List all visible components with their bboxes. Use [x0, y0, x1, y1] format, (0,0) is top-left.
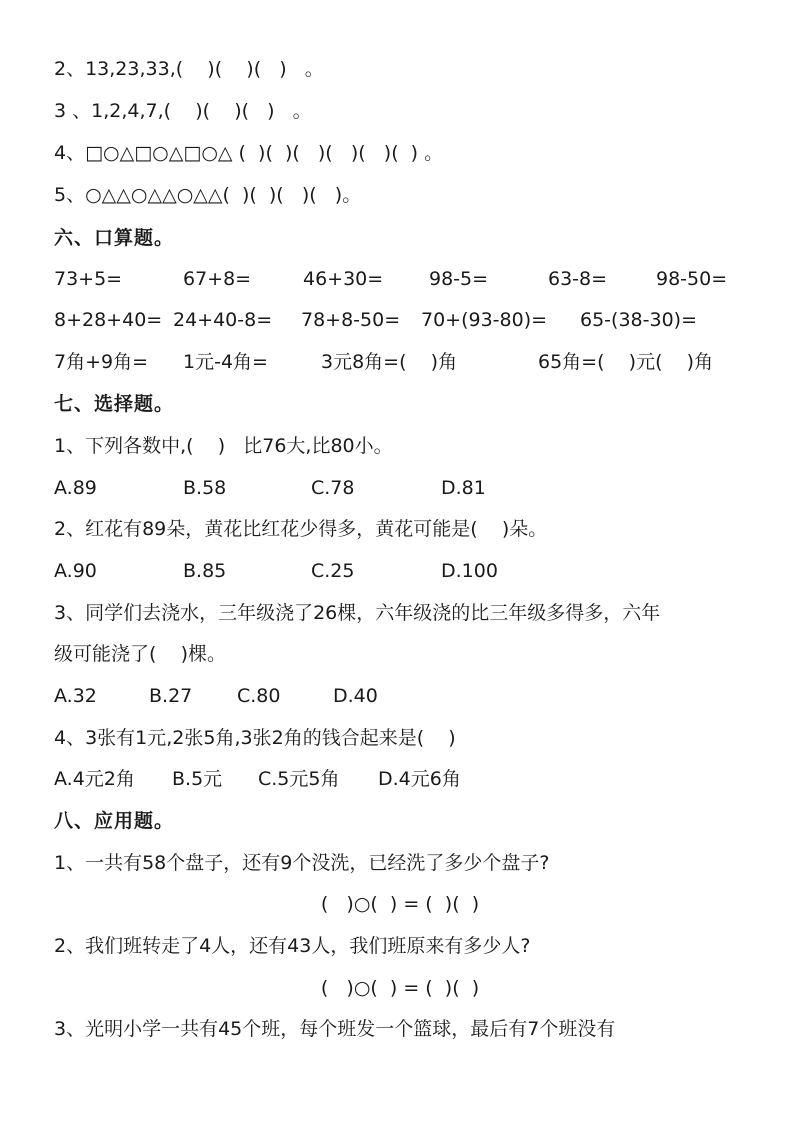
option-b: B.27: [149, 685, 193, 707]
pattern-question-5: 5、○△△○△△○△△( )( )( )( )。: [54, 184, 362, 206]
choice-question-3-line-1: 3、同学们去浇水，三年级浇了26棵，六年级浇的比三年级多得多，六年: [54, 602, 661, 624]
math-item: 24+40-8=: [173, 309, 273, 331]
word-problem-1: 1、一共有58个盘子，还有9个没洗，已经洗了多少个盘子?: [54, 852, 550, 874]
option-a: A.89: [54, 477, 97, 499]
math-item: 65-(38-30)=: [580, 309, 697, 331]
option-b: B.58: [183, 477, 227, 499]
math-item: 8+28+40=: [54, 309, 163, 331]
option-d: D.4元6角: [378, 768, 461, 790]
option-c: C.25: [311, 560, 355, 582]
math-item: 65角=( )元( )角: [538, 351, 714, 373]
sequence-question-3: 3 、1,2,4,7,( )( )( ) 。: [54, 100, 312, 122]
word-problem-3: 3、光明小学一共有45个班，每个班发一个篮球，最后有7个班没有: [54, 1018, 616, 1040]
sequence-question-2: 2、13,23,33,( )( )( ) 。: [54, 58, 324, 80]
math-item: 73+5=: [54, 268, 123, 290]
choice-question-2: 2、红花有89朵，黄花比红花少得多，黄花可能是( )朵。: [54, 518, 548, 540]
option-b: B.5元: [172, 768, 223, 790]
math-item: 67+8=: [183, 268, 252, 290]
section-6-title: 六、口算题。: [54, 227, 175, 249]
option-d: D.100: [441, 560, 498, 582]
choice-question-3-line-2: 级可能浇了( )棵。: [54, 643, 226, 665]
option-c: C.78: [311, 477, 355, 499]
math-item: 78+8-50=: [301, 309, 401, 331]
option-c: C.80: [237, 685, 281, 707]
choice-question-1: 1、下列各数中,( ) 比76大,比80小。: [54, 435, 393, 457]
math-item: 98-50=: [656, 268, 728, 290]
word-problem-2: 2、我们班转走了4人，还有43人，我们班原来有多少人?: [54, 935, 531, 957]
option-b: B.85: [183, 560, 227, 582]
math-item: 7角+9角=: [54, 351, 149, 373]
section-8-title: 八、应用题。: [54, 810, 175, 832]
math-item: 46+30=: [303, 268, 384, 290]
math-item: 1元-4角=: [183, 351, 268, 373]
choice-question-4: 4、3张有1元,2张5角,3张2角的钱合起来是( ): [54, 727, 456, 749]
math-item: 98-5=: [429, 268, 489, 290]
formula-blank-2: ( )○( ) = ( )( ): [320, 977, 480, 999]
option-a: A.90: [54, 560, 97, 582]
option-d: D.40: [333, 685, 378, 707]
formula-blank-1: ( )○( ) = ( )( ): [320, 893, 480, 915]
option-c: C.5元5角: [258, 768, 340, 790]
option-d: D.81: [441, 477, 486, 499]
section-7-title: 七、选择题。: [54, 393, 175, 415]
math-item: 63-8=: [548, 268, 608, 290]
pattern-question-4: 4、□○△□○△□○△ ( )( )( )( )( )( ) 。: [54, 142, 444, 164]
math-item: 3元8角=( )角: [321, 351, 458, 373]
option-a: A.4元2角: [54, 768, 135, 790]
option-a: A.32: [54, 685, 97, 707]
math-item: 70+(93-80)=: [421, 309, 548, 331]
